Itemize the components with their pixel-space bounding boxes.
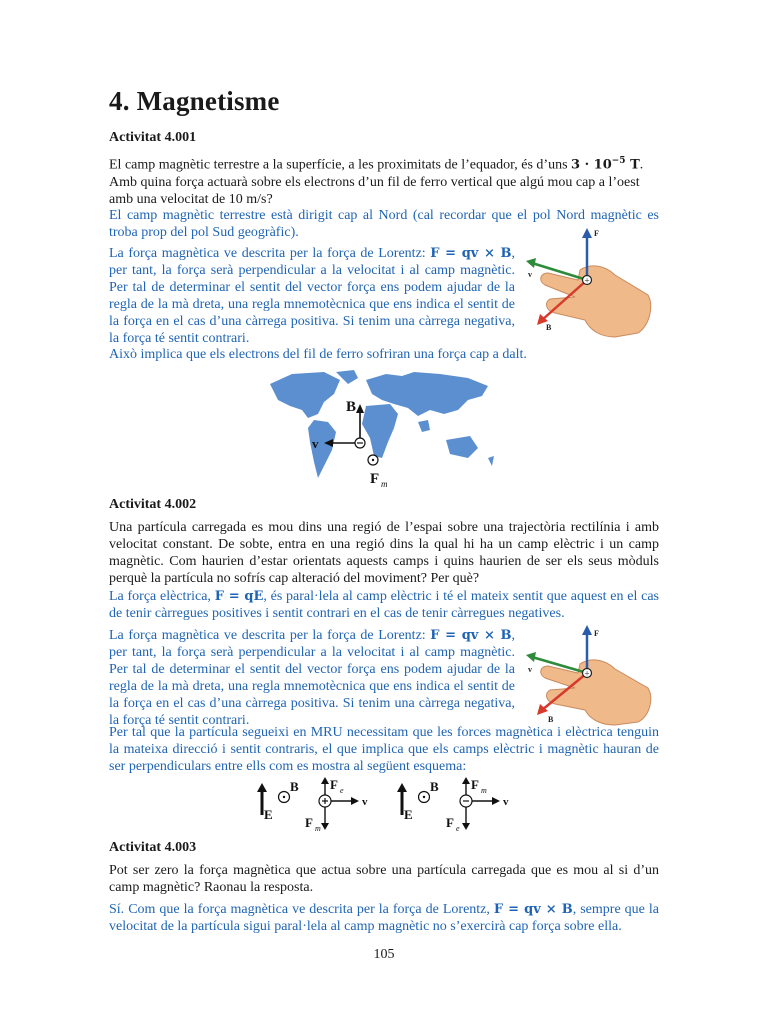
svg-text:m: m bbox=[481, 786, 487, 795]
hand-label-b: B bbox=[548, 715, 554, 724]
answer-4002-p3: Per tal que la partícula segueixi en MRU necessitam que les forces magnètica i elèctrica tenguin la mateixa direcció i sentit contraris, el que implica que els camps elèctric i magnètic hauran de ser perpendiculars entre ells com es mostra al següent esquema: bbox=[109, 725, 659, 774]
svg-text:B: B bbox=[430, 779, 439, 794]
world-map-figure bbox=[262, 366, 502, 492]
svg-text:+: + bbox=[584, 275, 590, 286]
question-4003: Pot ser zero la força magnètica que actua sobre una partícula carregada que es mou al si d’un camp magnètic? Raonau la resposta. bbox=[109, 863, 659, 895]
hand-label-v: v bbox=[528, 665, 532, 674]
svg-text:F: F bbox=[305, 815, 313, 830]
fields-schema-figure bbox=[250, 775, 520, 837]
hand-label-b: B bbox=[546, 323, 552, 332]
activity-heading-4003: Activitat 4.003 bbox=[109, 840, 197, 855]
svg-text:e: e bbox=[340, 786, 344, 795]
map-label-m: m bbox=[381, 479, 388, 489]
map-label-v: v bbox=[312, 436, 319, 451]
page-title: 4. Magnetisme bbox=[109, 86, 280, 116]
question-4001: El camp magnètic terrestre a la superfície, a les proximitats de l’equador, és d’uns $3 \cdot 10^{-5}$ T. Amb quina força actuarà sobre els electrons d’un fil de ferro vertical que algú mou cap a l’oest amb una velocitat de 10 m/s? bbox=[109, 156, 644, 207]
svg-text:+: + bbox=[584, 668, 590, 679]
schema-positive bbox=[257, 777, 368, 833]
map-label-f: F bbox=[370, 471, 380, 487]
activity-heading-4002: Activitat 4.002 bbox=[109, 497, 197, 512]
right-hand-rule-figure bbox=[520, 225, 660, 340]
svg-text:v: v bbox=[362, 796, 368, 808]
hand-icon bbox=[541, 266, 651, 337]
svg-text:e: e bbox=[456, 824, 460, 833]
svg-text:v: v bbox=[503, 796, 509, 808]
answer-4001-p2: La força magnètica ve descrita per la força de Lorentz: F = qv × B, per tant, la força serà perpendicular a la velocitat i al camp magnètic. Per tal de determinar el sentit del vector força ens podem ajudar de la regla de la mà dreta, una regla mnemotècnica que ens indica el sentit de la força en el cas d’una càrrega positiva. Si tenim una càrrega negativa, la força té sentit contrari. bbox=[109, 246, 516, 346]
svg-text:F: F bbox=[471, 777, 479, 792]
svg-text:F: F bbox=[330, 777, 338, 792]
answer-4002-p2: La força magnètica ve descrita per la força de Lorentz: F = qv × B, per tant, la força serà perpendicular a la velocitat i al camp magnètic. Per tal de determinar el sentit del vector força ens podem ajudar de la regla de la mà dreta, una regla mnemotècnica que ens indica el sentit de la força en el cas d’una càrrega positiva. Si tenim una càrrega negativa, la força té sentit contrari. bbox=[109, 628, 516, 728]
answer-4001-p1: El camp magnètic terrestre està dirigit cap al Nord (cal recordar que el pol Nord magnètic es troba prop del pol Sud geogràfic). bbox=[109, 208, 659, 240]
hand-icon bbox=[541, 660, 651, 725]
schema-negative bbox=[397, 777, 509, 833]
page-number: 105 bbox=[373, 947, 395, 962]
activity-heading-4001: Activitat 4.001 bbox=[109, 130, 197, 145]
svg-text:F: F bbox=[446, 815, 454, 830]
hand-label-f: F bbox=[594, 229, 599, 238]
schema-label-b: B bbox=[290, 779, 299, 794]
svg-text:E: E bbox=[404, 807, 413, 822]
answer-4003: Sí. Com que la força magnètica ve descrita per la força de Lorentz, F = qv × B, sempre que la velocitat de la partícula sigui paral·lela al camp magnètic no s’exercirà cap força sobre ella. bbox=[109, 902, 660, 934]
answer-4002-p1: La força elèctrica, F = qE, és paral·lela al camp elèctric i té el mateix sentit que aquest en el cas de tenir càrregues positives i sentit contrari en el cas de tenir càrregues negatives. bbox=[109, 589, 659, 621]
right-hand-rule-figure-2 bbox=[520, 622, 660, 727]
map-label-b: B bbox=[346, 399, 357, 415]
question-4002: Una partícula carregada es mou dins una regió de l’espai sobre una trajectòria rectilínia i amb velocitat constant. De sobte, entra en una regió dins la qual hi ha un camp elèctric i un camp magnètic. Com haurien d’estar orientats aquests camps i quins haurien de ser els seus mòduls perquè la partícula no sofrís cap alteració del moviment? Per què? bbox=[109, 520, 659, 586]
answer-4001-p3: Això implica que els electrons del fil de ferro sofriran una força cap a dalt. bbox=[109, 347, 527, 362]
hand-label-v: v bbox=[528, 270, 532, 279]
schema-label-e: E bbox=[264, 807, 273, 822]
hand-label-f: F bbox=[594, 629, 599, 638]
svg-text:m: m bbox=[315, 824, 321, 833]
